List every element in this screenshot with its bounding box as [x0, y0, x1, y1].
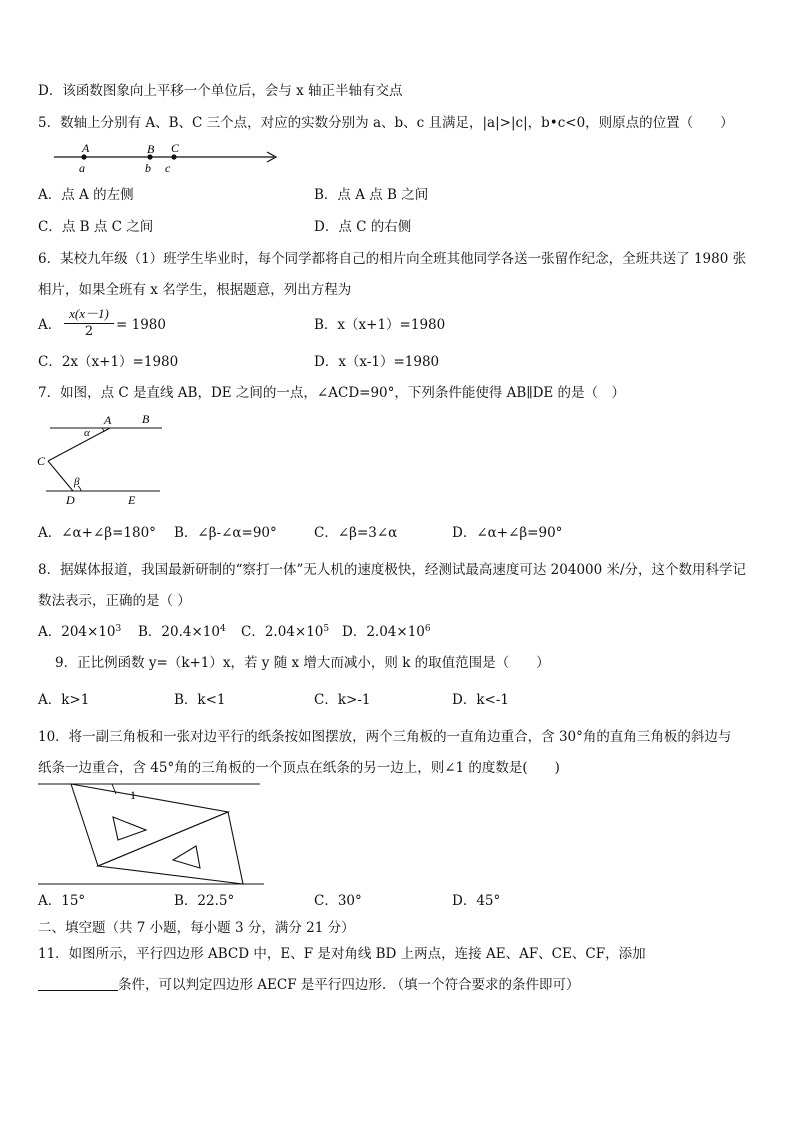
label-A: A: [82, 141, 90, 155]
q6-stem-line1: 6．某校九年级（1）班学生毕业时，每个同学都将自己的相片向全班其他同学各送一张留作纪念，全班共送了 1980 张: [38, 251, 747, 267]
fraction-numerator: x(x－1): [64, 306, 114, 324]
q8-stem-line1: 8．据媒体报道，我国最新研制的“察打一体”无人机的速度极快，经测试最高速度可达 204000 米/分，这个数用科学记: [38, 562, 747, 578]
q8-option-b: B．$20.4\times 10^4$: [138, 624, 226, 640]
q7-option-b: B．∠β-∠α=90°: [174, 525, 277, 541]
label-B: B: [142, 412, 150, 426]
q8-option-a: A．$204\times 10^3$: [38, 624, 122, 640]
section-2-title: 二、填空题（共 7 小题，每小题 3 分，满分 21 分）: [38, 920, 355, 936]
q9-option-c: C．k>-1: [314, 692, 371, 708]
label-C: C: [37, 454, 46, 468]
q9-stem: 9．正比例函数 y=（k+1）x，若 y 随 x 增大而减小，则 k 的取值范围是（ ）: [55, 655, 550, 671]
q10-stem-line2: 纸条一边重合，含 45°角的三角板的一个顶点在纸条的另一边上，则∠1 的度数是( ): [38, 760, 560, 776]
q6-option-b: B．x（x+1）=1980: [314, 317, 446, 333]
angle-1-label: 1: [130, 788, 136, 802]
label-beta: β: [74, 476, 80, 488]
label-alpha: α: [84, 427, 90, 439]
q7-stem: 7．如图，点 C 是直线 AB，DE 之间的一点，∠ACD=90°，下列条件能使得 AB∥DE 的是（ ）: [38, 385, 626, 401]
q5-stem: 5．数轴上分别有 A、B、C 三个点，对应的实数分别为 a、b、c 且满足，|a|>|c|，b•c<0，则原点的位置（ ）: [38, 115, 734, 131]
q9-option-d: D．k<-1: [452, 692, 509, 708]
label-A: A: [104, 413, 112, 427]
label-a: a: [79, 161, 85, 175]
q10-option-a: A．15°: [38, 893, 86, 909]
q6-option-a-rhs: = 1980: [116, 317, 166, 333]
segment-cd: [48, 461, 73, 491]
q5-option-d: D．点 C 的右侧: [314, 219, 412, 235]
triangle-30: [71, 784, 228, 866]
answer-blank[interactable]: [38, 976, 118, 991]
label-D: D: [66, 493, 75, 507]
triangle-45: [98, 812, 243, 884]
q6-option-a-fraction: [64, 306, 114, 340]
fraction-denominator: 2: [84, 324, 94, 339]
q4-option-d: D．该函数图象向上平移一个单位后，会与 x 轴正半轴有交点: [38, 83, 403, 99]
q10-option-d: D．45°: [452, 893, 501, 909]
q8-option-d: D．$2.04\times 10^6$: [342, 624, 431, 640]
q5-option-a: A．点 A 的左侧: [38, 187, 134, 203]
q6-option-d: D．x（x-1）=1980: [314, 354, 440, 370]
q11-stem-line1: 11．如图所示，平行四边形 ABCD 中，E、F 是对角线 BD 上两点，连接 AE、AF、CE、CF，添加: [38, 946, 646, 962]
q10-option-b: B．22.5°: [174, 893, 235, 909]
q9-option-a: A．k>1: [38, 692, 90, 708]
label-b: b: [145, 161, 151, 175]
label-B: B: [147, 142, 155, 156]
point-c: [171, 154, 176, 159]
q6-option-a-label: A．: [38, 317, 62, 333]
q8-option-c: C．$2.04\times 10^5$: [241, 624, 330, 640]
q5-option-b: B．点 A 点 B 之间: [314, 187, 429, 203]
q10-triangle-rulers-figure: [38, 782, 268, 888]
q10-option-c: C．30°: [314, 893, 362, 909]
q11-stem-line2-text: 条件，可以判定四边形 AECF 是平行四边形. （填一个符合要求的条件即可）: [118, 977, 580, 993]
q9-option-b: B．k<1: [174, 692, 226, 708]
q10-stem-line1: 10．将一副三角板和一张对边平行的纸条按如图摆放，两个三角板的一直角边重合，含 30°角的直角三角板的斜边与: [38, 729, 732, 745]
q6-option-c: C．2x（x+1）=1980: [38, 354, 179, 370]
label-C: C: [171, 141, 180, 155]
q5-option-c: C．点 B 点 C 之间: [38, 219, 154, 235]
q8-stem-line2: 数法表示，正确的是（ ）: [38, 593, 191, 609]
q11-stem-line2: [38, 976, 579, 994]
label-c: c: [165, 161, 171, 175]
q7-option-a: A．∠α+∠β=180°: [38, 525, 156, 541]
q6-stem-line2: 相片，如果全班有 x 名学生，根据题意，列出方程为: [38, 282, 352, 298]
q7-option-d: D．∠α+∠β=90°: [452, 525, 563, 541]
label-E: E: [128, 493, 136, 507]
point-a: [81, 154, 86, 159]
q5-number-line-figure: [52, 140, 282, 176]
q7-option-c: C．∠β=3∠α: [314, 525, 398, 541]
q7-parallel-lines-figure: [34, 408, 174, 508]
segment-ca: [48, 428, 110, 461]
